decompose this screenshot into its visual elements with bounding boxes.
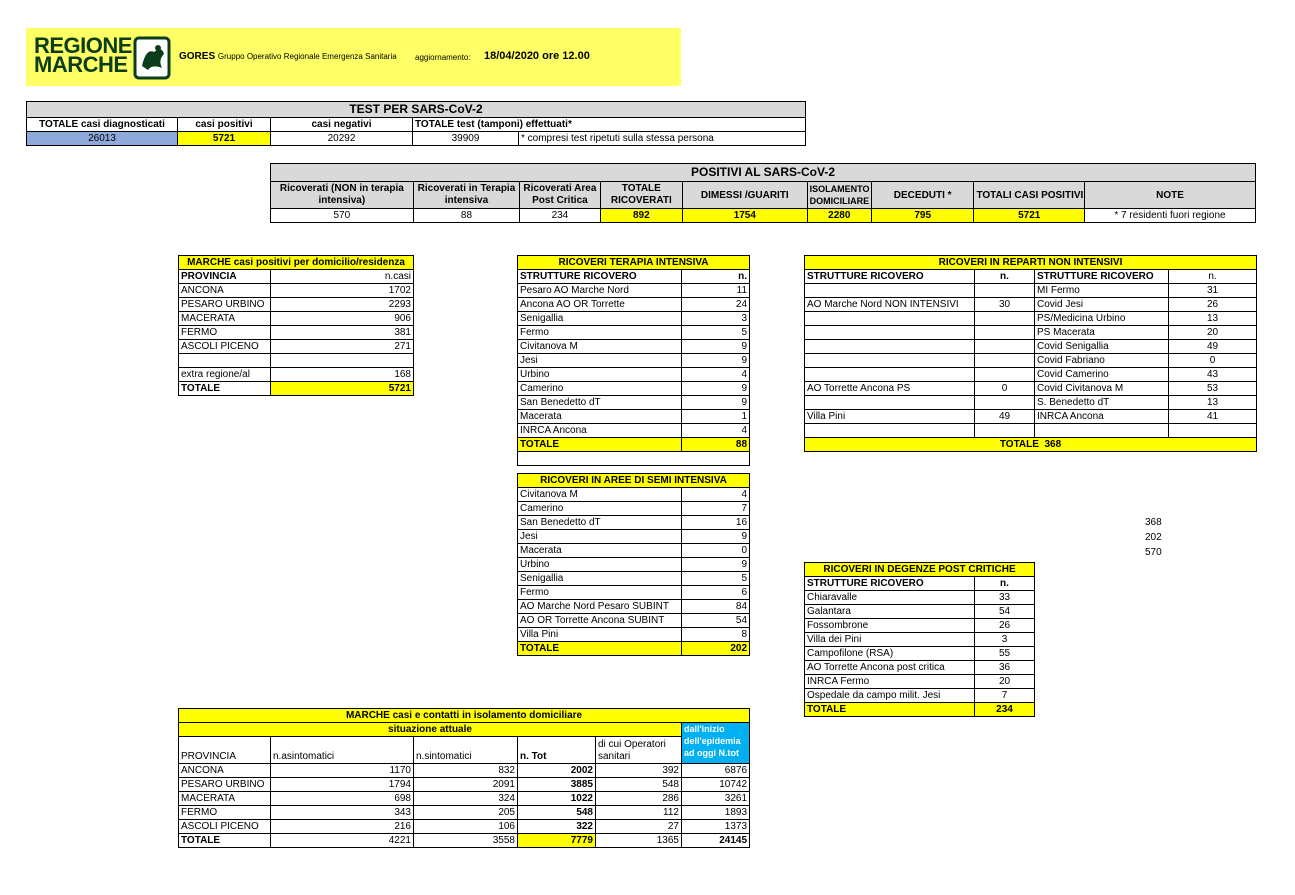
nonint-total-label: TOTALE	[999, 439, 1039, 450]
isolamento-row-asintomatici: 698	[271, 792, 414, 806]
ti-row-name: Fermo	[518, 326, 682, 340]
postcrit-row-value: 20	[975, 675, 1035, 689]
nonint-row-name-1	[805, 368, 975, 382]
isolamento-total-label: TOTALE	[179, 834, 271, 848]
postcrit-header-strutture: STRUTTURE RICOVERO	[805, 577, 975, 591]
semi-row-value: 0	[682, 544, 750, 558]
ti-header-n: n.	[682, 270, 750, 284]
positivi-header-totali-casi: TOTALI CASI POSITIVI	[974, 182, 1085, 209]
semi-row-name: Villa Pini	[518, 628, 682, 642]
semi-title: RICOVERI IN AREE DI SEMI INTENSIVA	[518, 474, 750, 488]
positivi-header-isolamento-text: ISOLAMENTO DOMICILIARE	[809, 184, 870, 206]
isolamento-row-provincia: ANCONA	[179, 764, 271, 778]
domicilio-row-value: 381	[271, 326, 414, 340]
nonint-row-value-2: 49	[1169, 340, 1257, 354]
positivi-value-totali-casi: 5721	[974, 209, 1085, 223]
test-header-negativi: casi negativi	[271, 118, 413, 132]
ti-title: RICOVERI TERAPIA INTENSIVA	[518, 256, 750, 270]
semi-row-name: Urbino	[518, 558, 682, 572]
test-title: TEST PER SARS-CoV-2	[27, 102, 806, 118]
ti-row-value: 9	[682, 354, 750, 368]
nonint-row-value-2	[1169, 424, 1257, 438]
domicilio-total-label: TOTALE	[179, 382, 271, 396]
nonint-row-name-1	[805, 326, 975, 340]
logo-line2: MARCHE	[34, 52, 128, 77]
nonint-row-value-2: 26	[1169, 298, 1257, 312]
isolamento-total-asintomatici: 4221	[271, 834, 414, 848]
nonint-header-strutture-2: STRUTTURE RICOVERO	[1035, 270, 1169, 284]
isolamento-row-asintomatici: 343	[271, 806, 414, 820]
nonint-row-name-1	[805, 354, 975, 368]
ti-row-name: Urbino	[518, 368, 682, 382]
nonint-row-value-2: 13	[1169, 312, 1257, 326]
ti-table	[517, 255, 750, 466]
domicilio-header-provincia: PROVINCIA	[179, 270, 271, 284]
nonint-row-name-2: Covid Jesi	[1035, 298, 1169, 312]
nonint-row-name-1	[805, 424, 975, 438]
positivi-value-ti: 88	[413, 209, 520, 223]
nonint-row-value-1: 49	[975, 410, 1035, 424]
domicilio-row-value: 271	[271, 340, 414, 354]
nonint-title: RICOVERI IN REPARTI NON INTENSIVI	[805, 256, 1257, 270]
logo-emblem-icon	[132, 36, 172, 80]
nonint-row-name-2: Covid Civitanova M	[1035, 382, 1169, 396]
postcrit-row-name: Villa dei Pini	[805, 633, 975, 647]
postcrit-row-name: Chiaravalle	[805, 591, 975, 605]
semi-row-name: Civitanova M	[518, 488, 682, 502]
isolamento-header-asintomatici: n.asintomatici	[271, 737, 414, 764]
positivi-value-note: * 7 residenti fuori regione	[1084, 209, 1255, 223]
domicilio-row-name: ASCOLI PICENO	[179, 340, 271, 354]
positivi-header-postcritica-text: Ricoverati Area Post Critica	[523, 183, 597, 206]
positivi-title: POSITIVI AL SARS-CoV-2	[271, 164, 1256, 182]
positivi-table	[270, 163, 1256, 223]
test-header-positivi: casi positivi	[178, 118, 271, 132]
test-value-tamponi: 39909	[413, 132, 519, 146]
postcrit-table	[804, 562, 1035, 717]
isolamento-row-sintomatici: 2091	[414, 778, 518, 792]
ti-row-name: Senigallia	[518, 312, 682, 326]
update-value: 18/04/2020 ore 12.00	[484, 50, 590, 62]
ti-row-value: 9	[682, 396, 750, 410]
semi-total-value: 202	[682, 642, 750, 656]
isolamento-total-epidemia: 24145	[682, 834, 750, 848]
nonint-row-value-2: 41	[1169, 410, 1257, 424]
nonint-row-value-2: 43	[1169, 368, 1257, 382]
isolamento-row-provincia: FERMO	[179, 806, 271, 820]
semi-row-name: AO OR Torrette Ancona SUBINT	[518, 614, 682, 628]
positivi-value-totale-ricoverati: 892	[600, 209, 682, 223]
ti-row-value: 4	[682, 368, 750, 382]
semi-row-value: 4	[682, 488, 750, 502]
isolamento-header-operatori-text: di cui Operatori sanitari	[598, 739, 666, 762]
nonint-row-name-1: Villa Pini	[805, 410, 975, 424]
postcrit-row-name: INRCA Fermo	[805, 675, 975, 689]
ti-row-value: 11	[682, 284, 750, 298]
positivi-header-totale-ricoverati-text: TOTALE RICOVERATI	[610, 183, 672, 206]
isolamento-header-operatori	[596, 737, 682, 764]
ti-header-strutture: STRUTTURE RICOVERO	[518, 270, 682, 284]
isolamento-row-totale-epidemia: 10742	[682, 778, 750, 792]
nonint-row-name-1: AO Torrette Ancona PS	[805, 382, 975, 396]
isolamento-row-operatori: 112	[596, 806, 682, 820]
isolamento-table	[178, 708, 750, 848]
loose-number: 202	[1145, 532, 1162, 543]
isolamento-row-ntot: 322	[518, 820, 596, 834]
domicilio-row-value: 168	[271, 368, 414, 382]
positivi-value-isolamento: 2280	[807, 209, 871, 223]
isolamento-row-totale-epidemia: 1373	[682, 820, 750, 834]
positivi-value-ricoverati: 570	[271, 209, 414, 223]
isolamento-total-ntot: 7779	[518, 834, 596, 848]
postcrit-row-name: Galantara	[805, 605, 975, 619]
postcrit-total-value: 234	[975, 703, 1035, 717]
nonint-row-name-2: S. Benedetto dT	[1035, 396, 1169, 410]
isolamento-row-asintomatici: 1170	[271, 764, 414, 778]
nonint-row-name-2: MI Fermo	[1035, 284, 1169, 298]
isolamento-title: MARCHE casi e contatti in isolamento domiciliare	[179, 709, 750, 723]
nonint-row-value-1	[975, 354, 1035, 368]
positivi-value-deceduti: 795	[871, 209, 974, 223]
nonint-row-value-1	[975, 368, 1035, 382]
postcrit-row-value: 3	[975, 633, 1035, 647]
ti-row-value: 5	[682, 326, 750, 340]
nonint-row-value-2: 13	[1169, 396, 1257, 410]
semi-row-name: AO Marche Nord Pesaro SUBINT	[518, 600, 682, 614]
logo-line1: REGIONE	[34, 33, 132, 58]
semi-row-value: 5	[682, 572, 750, 586]
gores-label	[179, 51, 397, 62]
nonint-total-value: 368	[1044, 439, 1062, 450]
nonint-row-value-1	[975, 340, 1035, 354]
isolamento-subtitle: situazione attuale	[179, 723, 682, 737]
ti-row-value: 1	[682, 410, 750, 424]
positivi-header-isolamento	[807, 182, 871, 209]
loose-number: 570	[1145, 547, 1162, 558]
domicilio-row-value: 2293	[271, 298, 414, 312]
positivi-header-dimessi: DIMESSI /GUARITI	[683, 182, 808, 209]
nonint-row-name-2: Covid Camerino	[1035, 368, 1169, 382]
nonint-row-name-1	[805, 284, 975, 298]
semi-row-name: Macerata	[518, 544, 682, 558]
ti-row-value: 9	[682, 340, 750, 354]
update-label: aggiornamento:	[415, 53, 471, 62]
isolamento-row-operatori: 548	[596, 778, 682, 792]
semi-row-value: 9	[682, 558, 750, 572]
gores-desc: Gruppo Operativo Regionale Emergenza Sanitaria	[217, 52, 397, 61]
postcrit-row-name: Ospedale da campo milit. Jesi	[805, 689, 975, 703]
domicilio-row-name: PESARO URBINO	[179, 298, 271, 312]
test-note: * compresi test ripetuti sulla stessa persona	[519, 132, 806, 146]
ti-row-value: 24	[682, 298, 750, 312]
semi-row-name: Senigallia	[518, 572, 682, 586]
test-value-totale: 26013	[27, 132, 178, 146]
isolamento-header-ntot: n. Tot	[518, 737, 596, 764]
ti-row-value: 4	[682, 424, 750, 438]
isolamento-row-ntot: 2002	[518, 764, 596, 778]
header-bar	[26, 28, 681, 86]
isolamento-row-sintomatici: 106	[414, 820, 518, 834]
ti-row-name: Camerino	[518, 382, 682, 396]
nonint-row-value-2: 53	[1169, 382, 1257, 396]
isolamento-row-operatori: 27	[596, 820, 682, 834]
semi-row-name: Camerino	[518, 502, 682, 516]
positivi-value-dimessi: 1754	[683, 209, 808, 223]
nonint-row-value-1: 0	[975, 382, 1035, 396]
ti-row-name: Civitanova M	[518, 340, 682, 354]
postcrit-row-value: 55	[975, 647, 1035, 661]
positivi-value-postcritica: 234	[520, 209, 600, 223]
ti-row-value: 9	[682, 382, 750, 396]
domicilio-row-value: 1702	[271, 284, 414, 298]
nonint-row-value-1	[975, 284, 1035, 298]
postcrit-row-name: AO Torrette Ancona post critica	[805, 661, 975, 675]
semi-row-value: 6	[682, 586, 750, 600]
positivi-header-ti-text: Ricoverati in Terapia intensiva	[417, 183, 516, 206]
domicilio-row-name: FERMO	[179, 326, 271, 340]
nonint-row-value-1	[975, 396, 1035, 410]
positivi-header-note: NOTE	[1084, 182, 1255, 209]
test-value-negativi: 20292	[271, 132, 413, 146]
nonint-row-value-2: 0	[1169, 354, 1257, 368]
nonint-row-name-1: AO Marche Nord NON INTENSIVI	[805, 298, 975, 312]
positivi-header-deceduti: DECEDUTI *	[871, 182, 974, 209]
semi-table	[517, 473, 750, 656]
semi-row-value: 9	[682, 530, 750, 544]
positivi-header-postcritica	[520, 182, 600, 209]
isolamento-row-totale-epidemia: 1893	[682, 806, 750, 820]
nonint-row-value-1	[975, 424, 1035, 438]
domicilio-row-name	[179, 354, 271, 368]
isolamento-total-operatori: 1365	[596, 834, 682, 848]
positivi-header-ti	[413, 182, 520, 209]
test-header-tamponi: TOTALE test (tamponi) effettuati*	[413, 118, 806, 132]
postcrit-row-value: 33	[975, 591, 1035, 605]
postcrit-row-value: 36	[975, 661, 1035, 675]
nonint-row-name-2: Covid Senigallia	[1035, 340, 1169, 354]
ti-row-name: INRCA Ancona	[518, 424, 682, 438]
nonint-row-name-2	[1035, 424, 1169, 438]
postcrit-row-value: 26	[975, 619, 1035, 633]
isolamento-row-ntot: 3885	[518, 778, 596, 792]
postcrit-row-name: Fossombrone	[805, 619, 975, 633]
nonint-header-n-1: n.	[975, 270, 1035, 284]
nonint-row-value-1	[975, 312, 1035, 326]
isolamento-row-totale-epidemia: 3261	[682, 792, 750, 806]
test-header-totale: TOTALE casi diagnosticati	[27, 118, 178, 132]
loose-number: 368	[1145, 517, 1162, 528]
postcrit-title: RICOVERI IN DEGENZE POST CRITICHE	[805, 563, 1035, 577]
isolamento-row-sintomatici: 832	[414, 764, 518, 778]
semi-row-value: 16	[682, 516, 750, 530]
isolamento-row-provincia: ASCOLI PICENO	[179, 820, 271, 834]
postcrit-total-label: TOTALE	[805, 703, 975, 717]
domicilio-row-name: ANCONA	[179, 284, 271, 298]
postcrit-row-name: Campofilone (RSA)	[805, 647, 975, 661]
domicilio-total-value: 5721	[271, 382, 414, 396]
ti-row-value: 3	[682, 312, 750, 326]
nonint-row-name-1	[805, 396, 975, 410]
isolamento-header-totale-epidemia-text: dall'inizio dell'epidemia ad oggi N.tot	[684, 724, 741, 758]
isolamento-row-operatori: 286	[596, 792, 682, 806]
positivi-header-ricoverati	[271, 182, 414, 209]
domicilio-title: MARCHE casi positivi per domicilio/residenza	[179, 256, 414, 270]
nonint-table	[804, 255, 1257, 452]
isolamento-header-sintomatici: n.sintomatici	[414, 737, 518, 764]
isolamento-header-totale-epidemia	[682, 723, 750, 764]
nonint-row-name-1	[805, 340, 975, 354]
logo	[34, 33, 174, 80]
ti-row-name: Jesi	[518, 354, 682, 368]
nonint-header-n-2: n.	[1169, 270, 1257, 284]
isolamento-total-sintomatici: 3558	[414, 834, 518, 848]
postcrit-row-value: 54	[975, 605, 1035, 619]
semi-row-value: 7	[682, 502, 750, 516]
positivi-header-ricoverati-text: Ricoverati (NON in terapia intensiva)	[279, 183, 404, 206]
semi-row-name: San Benedetto dT	[518, 516, 682, 530]
nonint-header-strutture-1: STRUTTURE RICOVERO	[805, 270, 975, 284]
semi-row-value: 84	[682, 600, 750, 614]
nonint-row-value-1: 30	[975, 298, 1035, 312]
nonint-row-name-2: INRCA Ancona	[1035, 410, 1169, 424]
nonint-row-value-2: 31	[1169, 284, 1257, 298]
isolamento-row-asintomatici: 216	[271, 820, 414, 834]
nonint-row-name-1	[805, 312, 975, 326]
ti-total-value: 88	[682, 438, 750, 452]
isolamento-header-provincia: PROVINCIA	[179, 737, 271, 764]
positivi-header-totale-ricoverati	[600, 182, 682, 209]
nonint-row-value-1	[975, 326, 1035, 340]
ti-row-name: Ancona AO OR Torrette	[518, 298, 682, 312]
nonint-row-name-2: PS/Medicina Urbino	[1035, 312, 1169, 326]
nonint-row-name-2: Covid Fabriano	[1035, 354, 1169, 368]
isolamento-row-sintomatici: 324	[414, 792, 518, 806]
domicilio-row-value	[271, 354, 414, 368]
semi-row-name: Jesi	[518, 530, 682, 544]
isolamento-row-operatori: 392	[596, 764, 682, 778]
nonint-total	[805, 438, 1257, 452]
semi-row-value: 54	[682, 614, 750, 628]
postcrit-row-value: 7	[975, 689, 1035, 703]
ti-row-name: Macerata	[518, 410, 682, 424]
ti-row-name: Pesaro AO Marche Nord	[518, 284, 682, 298]
domicilio-row-value: 906	[271, 312, 414, 326]
isolamento-row-sintomatici: 205	[414, 806, 518, 820]
semi-total-label: TOTALE	[518, 642, 682, 656]
isolamento-row-provincia: MACERATA	[179, 792, 271, 806]
test-value-positivi: 5721	[178, 132, 271, 146]
postcrit-header-n: n.	[975, 577, 1035, 591]
nonint-row-name-2: PS Macerata	[1035, 326, 1169, 340]
semi-row-name: Fermo	[518, 586, 682, 600]
test-table	[26, 101, 806, 146]
isolamento-row-ntot: 1022	[518, 792, 596, 806]
nonint-row-value-2: 20	[1169, 326, 1257, 340]
gores-bold: GORES	[179, 51, 216, 62]
ti-spacer-row	[518, 452, 750, 466]
domicilio-table	[178, 255, 414, 396]
semi-row-value: 8	[682, 628, 750, 642]
isolamento-row-ntot: 548	[518, 806, 596, 820]
domicilio-row-name: extra regione/al	[179, 368, 271, 382]
isolamento-row-asintomatici: 1794	[271, 778, 414, 792]
ti-row-name: San Benedetto dT	[518, 396, 682, 410]
domicilio-header-ncasi: n.casi	[271, 270, 414, 284]
isolamento-row-totale-epidemia: 6876	[682, 764, 750, 778]
ti-total-label: TOTALE	[518, 438, 682, 452]
domicilio-row-name: MACERATA	[179, 312, 271, 326]
isolamento-row-provincia: PESARO URBINO	[179, 778, 271, 792]
